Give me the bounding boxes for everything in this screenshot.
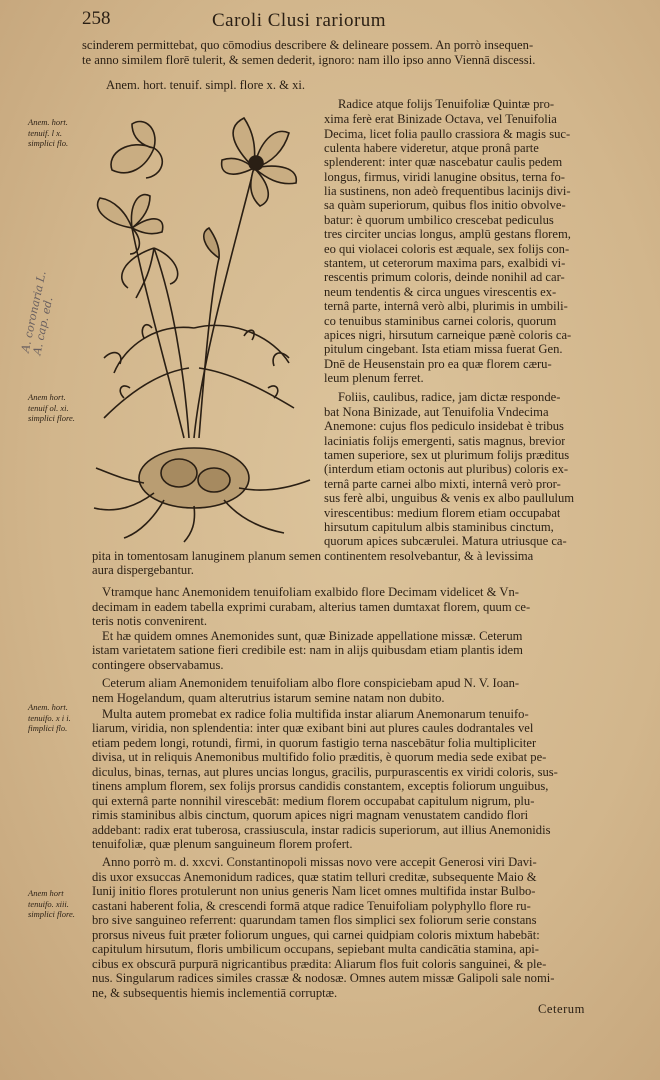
text-line: dis uxor exsuccas Anemonidum radices, quæ statim telluri creditæ, subsequente Maio & — [92, 870, 537, 884]
text-line: eo qui violacei coloris est æquale, sex folijs con- — [324, 242, 570, 256]
text-line: ternâ parte, internâ verò albi, plurimis in umbili- — [324, 299, 568, 313]
root-tuber — [94, 448, 310, 542]
catchword: Ceterum — [538, 1002, 585, 1016]
text-line: neum tendentis & circa ungues virescentis ex- — [324, 285, 557, 299]
text-line: (interdum etiam octonis aut pluribus) coloris ex- — [324, 462, 569, 476]
text-line: Ceterum aliam Anemonidem tenuifoliam albo flore conspiciebam apud N. V. Ioan- — [102, 676, 520, 690]
text-line: istam varietatem satione fieri credibile est: nam in alijs quibusdam etiam plantis idem — [92, 643, 523, 657]
text-line: aura dispergebantur. — [92, 563, 194, 577]
text-line: batur: è quorum umbilico crescebat pediculus — [324, 213, 554, 227]
text-line: rimis staminibus albis cinctum, quorum apices nigri magnam venustatem candido flori — [92, 808, 529, 822]
text-line: Anno porrò m. d. xxcvi. Constantinopoli missas novo vere accepit Generosi viri Davi- — [102, 855, 537, 869]
text-line: capitulum hirsutum, floris umbilicum occupans, sepiebant multa candicātia stamina, api- — [92, 942, 539, 956]
text-line: ne, & subsequentis hiemis inclementiā corruptæ. — [92, 986, 338, 1000]
flower-middle-left — [98, 195, 163, 254]
flower-top-right — [222, 118, 297, 206]
text-line: Radice atque folijs Tenuifoliæ Quintæ pro- — [338, 97, 555, 111]
text-line: sus ferè albi, unguibus & venis ex albo paullulum — [324, 491, 575, 505]
text-line: stantem, ut ceterorum maxima pars, exalbidi vi- — [324, 256, 566, 270]
text-line: cibus ex obscurā purpurā nigricantibus prædita: Aliarum flos fuit coloris sanguinei, & ple- — [92, 957, 547, 971]
text-line: castani haberent folia, & crescendi formā atque radice Tenuifoliam polyphyllo flore ru- — [92, 899, 531, 913]
text-line: Dnē de Heusenstain pro ea quæ florem cæru- — [324, 357, 552, 371]
running-title: Caroli Clusi rariorum — [212, 10, 387, 31]
text-line: qui externâ parte nonnihil virescebāt: medium florem occupabat capitulum nigrum, plu- — [92, 794, 535, 808]
text-line: addebant: radix erat tuberosa, crassiuscula, instar radicis superiorum, aut illius Anemonidis — [92, 823, 551, 837]
text-line: laciniatis folijs emergenti, satis magnus, brevior — [324, 434, 566, 448]
text-line: splenderent: inter quæ nascebatur caulis pedem — [324, 155, 563, 169]
text-line: longus, firmus, viridi lanugine obsitus, terna fo- — [324, 170, 565, 184]
text-line: Multa autem promebat ex radice folia multifida instar aliarum Anemonarum tenuifo- — [102, 707, 529, 721]
text-line: tinens amplum florem, sex folijs prorsus candidis constantem, exceptis foliorum unguibus, — [92, 779, 549, 793]
text-line: liarum, viridia, non splendentia: inter quæ exibant bini aut plures caules dodrantales vel — [92, 721, 534, 735]
page-number: 258 — [82, 8, 111, 29]
text-line: Decima, licet folia paullo crassiora & magis suc- — [324, 127, 571, 141]
text-line: bro sive sanguineo referrent: quarundam tamen flos simplici sex foliorum serie constans — [92, 913, 537, 927]
text-line: decimam in eadem tabella exprimi curabam, alterius tamen dumtaxat florem, quum ce- — [92, 600, 531, 614]
text-line: culenta habere videretur, atque pronâ parte — [324, 141, 539, 155]
text-line: divisa, ut in reliquis Anemonibus multifido folio præditis, è quorum media sede exibat pe- — [92, 750, 547, 764]
text-line: nus. Singularum radices similes crassæ & nodosæ. Omnes autem missæ Galipoli sale nomi- — [92, 971, 555, 985]
text-line: prorsus niveus fuit præter foliorum ungues, qui carnei quidpiam coloris mixtum habebāt: — [92, 928, 540, 942]
text-line: etiam pedem longi, rotundi, firmi, in quorum fastigio terna nascebātur folia multipliciter — [92, 736, 537, 750]
text-line: ternâ parte carnei albo mixti, internâ verò pror- — [324, 477, 561, 491]
side-note-2: Anem hort. tenuif ol. xi. simplici flore. — [28, 392, 75, 423]
side-note-3: Anem. hort. tenuifo. x i i. fimplici flo. — [28, 702, 71, 733]
text-line: hirsutum capitulum albis staminibus cinctum, — [324, 520, 554, 534]
text-line: pita in tomentosam lanuginem planum semen continentem resolvebantur, & à levissima — [92, 549, 534, 563]
text-line: tenuifoliæ, quæ plenum sanguineum florem profert. — [92, 837, 353, 851]
text-line: scinderem permittebat, quo cōmodius describere & delineare possem. An porrò insequen- — [82, 38, 534, 52]
text-line: Anemone: cujus flos pediculo insidebat è tribus — [324, 419, 564, 433]
text-line: pitulum cingebant. Ista etiam missa fuerat Gen. — [324, 342, 563, 356]
text-line: diculus, binas, ternas, aut plures uncias longus, gracilis, purpurascentis ex viridi coloris, sus- — [92, 765, 558, 779]
text-line: Et hæ quidem omnes Anemonides sunt, quæ Binizade appellatione missæ. Ceterum — [102, 629, 523, 643]
text-line: tamen superiore, sex ut plurimum folijs præditus — [324, 448, 570, 462]
text-line: Foliis, caulibus, radice, jam dictæ responde- — [338, 390, 561, 404]
text-line: sa quàm superiorum, quibus flos initio obvolve- — [324, 198, 566, 212]
text-line: xima ferè erat Binizade Octava, vel Tenuifolia — [324, 112, 557, 126]
text-line: Vtramque hanc Anemonidem tenuifoliam exalbido flore Decimam videlicet & Vn- — [102, 585, 519, 599]
text-line: rescentis primum coloris, deinde nonihil ad car- — [324, 270, 565, 284]
text-line: bat Nona Binizade, aut Tenuifolia Vndecima — [324, 405, 549, 419]
text-line: Iunij initio flores protulerunt non unius generis Nam licet omnes multifida instar Bulbo- — [92, 884, 536, 898]
text-line: contingere observabamus. — [92, 658, 224, 672]
text-line: nem Hogelandum, quam alterutrius istarum semine natam non dubito. — [92, 691, 445, 705]
handwritten-marginal-note: A. coronaria L. A. cap. ed. — [18, 269, 56, 357]
section-heading: Anem. hort. tenuif. simpl. flore x. & xi. — [106, 78, 306, 92]
running-head — [82, 8, 622, 38]
anemone-woodcut-illustration — [84, 108, 320, 544]
text-line: tres circiter uncias longus, amplū gestans florem, — [324, 227, 571, 241]
side-note-4: Anem hort tenuifo. xiii. simplici flore. — [28, 888, 75, 919]
text-line: leum plenum ferret. — [324, 371, 424, 385]
text-line: quorum apices subcærulei. Matura utriusque ca- — [324, 534, 567, 548]
text-line: virescentibus: medium florem etiam occupabat — [324, 506, 561, 520]
text-line: teris notis convenirent. — [92, 614, 208, 628]
text-line: lia sustinens, non adeò frequentibus lacinijs divi- — [324, 184, 571, 198]
flower-top-left — [111, 121, 162, 178]
text-line: co tenuibus staminibus carnei coloris, quorum — [324, 314, 557, 328]
text-line: apices nigri, hirsutum carneique pænè coloris ca- — [324, 328, 572, 342]
side-note-1: Anem. hort. tenuif. l x. simplici flo. — [28, 117, 69, 148]
text-line: te anno similem florē tulerit, & semen dederit, ignoro: nam illo ipso anno Viennā discessi. — [82, 53, 536, 67]
